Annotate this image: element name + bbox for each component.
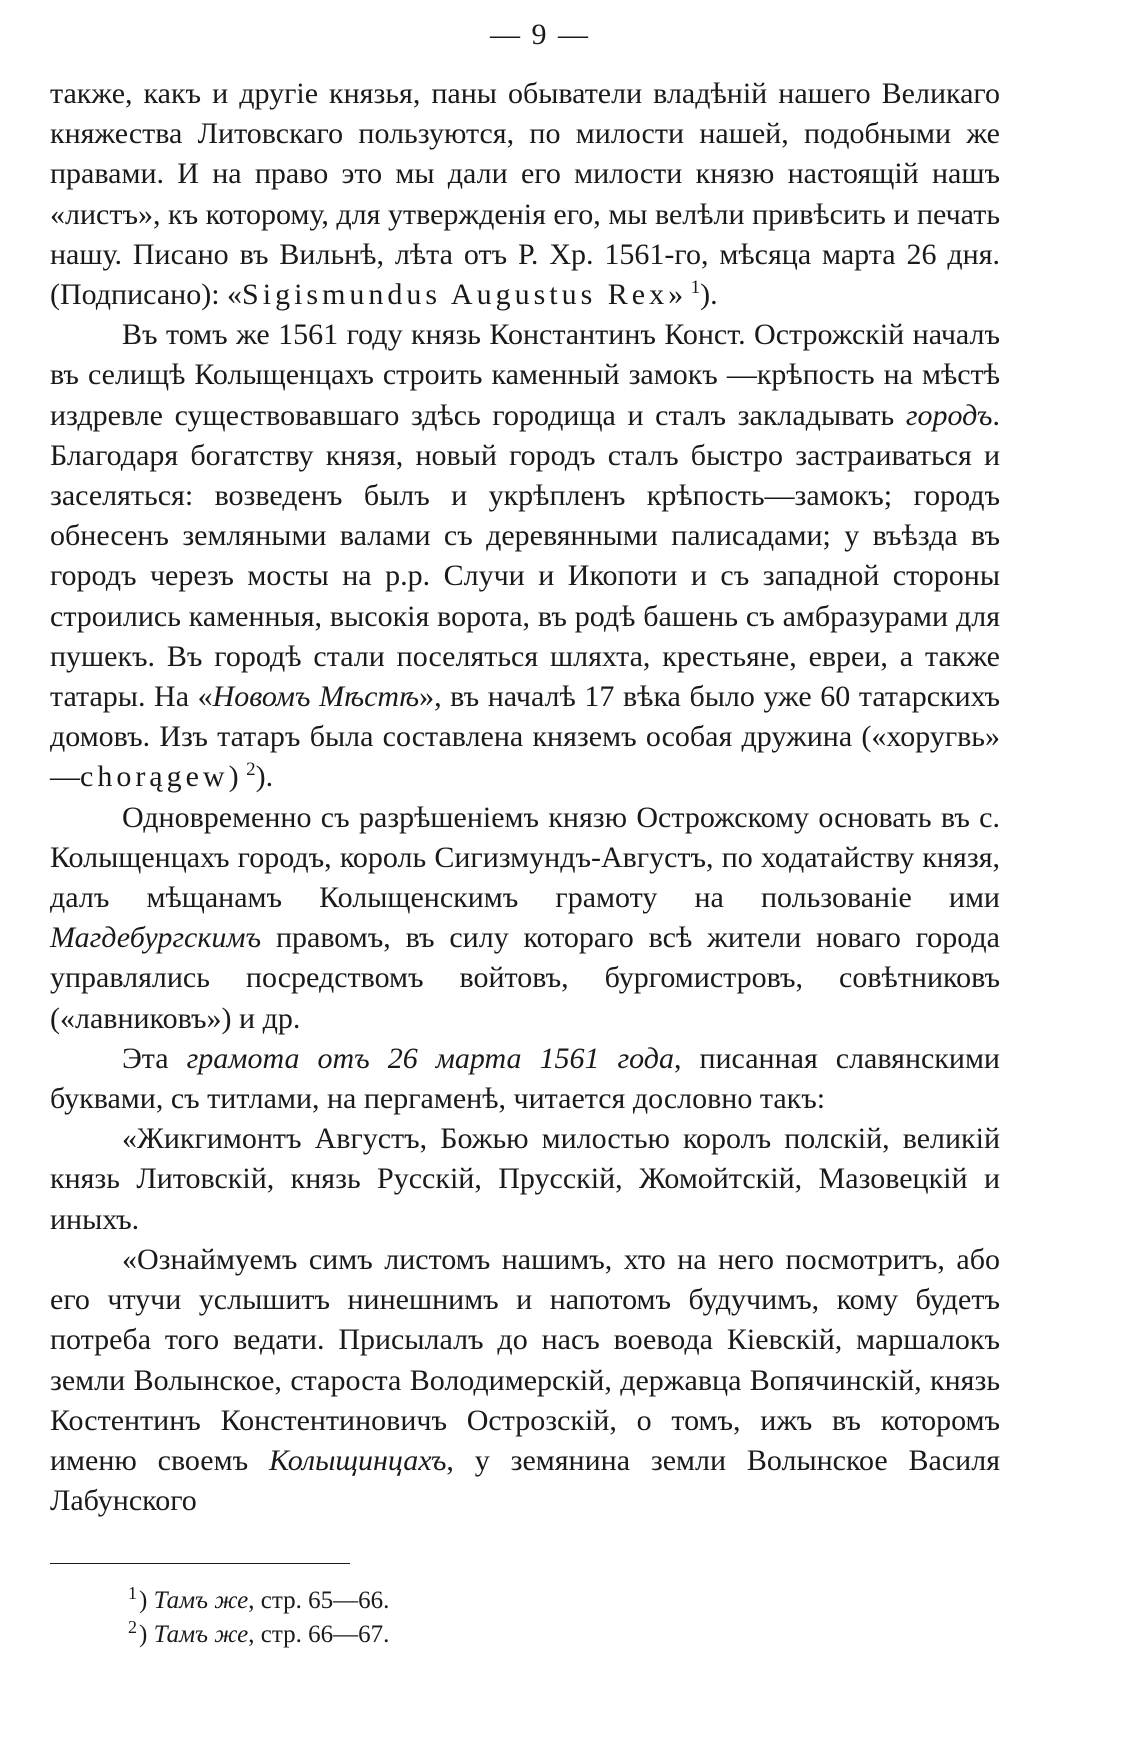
italic-kolyshchintsakh: Колыщинцахъ	[268, 1443, 447, 1477]
paragraph-1	[50, 74, 1000, 315]
polish-word-chorugiew: chorągew	[80, 760, 229, 794]
footnote-1	[128, 1584, 1000, 1618]
italic-gramota-date: грамота отъ 26 марта 1561 года	[186, 1041, 674, 1075]
paragraph-5	[50, 1119, 1000, 1240]
italic-novom-meste: Новомъ Мѣстѣ	[212, 680, 420, 714]
paragraph-3-text: Одновременно съ разрѣшеніемъ князю Острожскому основать въ с. Колыщенцахъ городъ, король Сигизмундъ-Августъ, по ходатайству князя, далъ мѣщанамъ Колыщенскимъ грамоту на пользованіе ими	[50, 800, 1000, 915]
footnote-1-pages: , стр. 65—66.	[248, 1587, 390, 1615]
paragraph-4-text-2: , писанная славянскими буквами, съ титлами, на пергаменѣ, читается дословно такъ:	[50, 1041, 1000, 1116]
paragraph-1-text: также, какъ и другіе князья, паны обыватели владѣній нашего Великаго княжества Литовскаго пользуются, по милости нашей, подобными же правами. И на право это мы дали его милости князю настоящій нашъ «листъ», къ которому, для утвержденія его, мы велѣли привѣсить и печать нашу. Писано въ Вильнѣ, лѣта отъ Р. Хр. 1561-го, мѣсяца марта 26 дня. (Подписано): «	[50, 77, 1000, 312]
paragraph-2-text-3: », въ началѣ 17 вѣка было уже 60 татарскихъ домовъ. Изъ татаръ была составлена княземъ особая дружина («хоругвь» —	[50, 680, 1001, 794]
footnote-2-pages: , стр. 66—67.	[248, 1621, 390, 1649]
footnotes	[50, 1584, 1000, 1652]
paragraph-6-text: «Ознаймуемъ симъ листомъ нашимъ, хто на него посмотритъ, або его чтучи услышитъ нинешнимъ и напотомъ будучимъ, кому будетъ потреба того ведати. Присылалъ до насъ воевода Кіевскій, маршалокъ земли Волынское, староста Володимерскій, державца Вопячинскій, князь Костентинъ Констентиновичъ Острозскій, о томъ, ижъ въ которомъ имeню своемъ	[50, 1242, 1000, 1477]
footnote-1-source: Тамъ же	[153, 1587, 249, 1615]
paragraph-1-text-2: »	[668, 278, 691, 312]
latin-signature: Sigismundus Augustus Rex	[242, 278, 669, 312]
footnote-ref-1: 1	[690, 277, 701, 299]
footnote-1-paren: )	[139, 1587, 148, 1615]
footnote-2-paren: )	[139, 1621, 148, 1649]
footnote-divider	[50, 1563, 350, 1564]
paragraph-2-text-4: )	[228, 760, 247, 794]
footnote-1-mark: 1	[128, 1582, 137, 1603]
footnote-2-mark: 2	[128, 1616, 137, 1637]
footnote-ref-2: 2	[246, 759, 256, 781]
paragraph-4	[50, 1039, 1000, 1119]
paragraph-5-text: «Жикгимонтъ Августъ, Божью милостью королъ полскій, великій князь Литовскій, князь Русскій, Прусскій, Жомойтскій, Мазовецкій и иныхъ.	[50, 1122, 1000, 1236]
paragraph-2	[50, 315, 1000, 797]
italic-magdeburg: Магдебургскимъ	[50, 921, 262, 955]
italic-gorod: городъ	[905, 398, 993, 432]
paragraph-3-text-2: правомъ, въ силу котораго всѣ жители новаго города управлялись посредствомъ войтовъ, бургомистровъ, совѣтниковъ («лавниковъ») и др.	[50, 921, 1000, 1035]
book-page	[50, 18, 1000, 1652]
footnote-2-source: Тамъ же	[153, 1621, 249, 1649]
paragraph-4-text: Эта	[122, 1041, 187, 1075]
paragraph-6	[50, 1240, 1000, 1521]
body-text	[50, 74, 1000, 1521]
footnote-2	[128, 1618, 1000, 1652]
paragraph-2-text-5: ).	[255, 760, 274, 794]
page-number: — 9 —	[490, 18, 590, 51]
paragraph-2-text: Въ томъ же 1561 году князь Константинъ Конст. Острожскій началъ въ селищѣ Колыщенцахъ строить каменный замокъ —крѣпость на мѣстѣ издревле существовавшаго здѣсь городища и сталъ закладывать	[50, 318, 1000, 432]
paragraph-3	[50, 798, 1000, 1039]
paragraph-2-text-2: . Благодаря богатству князя, новый городъ сталъ быстро застраиваться и заселяться: возведенъ былъ и укрѣпленъ крѣпость—замокъ; городъ обнесенъ земляными валами съ деревянными палисадами; у въѣзда въ городъ черезъ мосты на р.р. Случи и Икопоти и съ западной стороны строились каменныя, высокія ворота, въ родѣ башень съ амбразурами для пушекъ. Въ городѣ стали поселяться шляхта, крестьяне, евреи, а также татары. На «	[50, 398, 1000, 714]
paragraph-1-text-3: ).	[700, 278, 718, 312]
paragraph-6-text-2: , у земянина земли Волынское Василя Лабунского	[50, 1443, 1000, 1518]
